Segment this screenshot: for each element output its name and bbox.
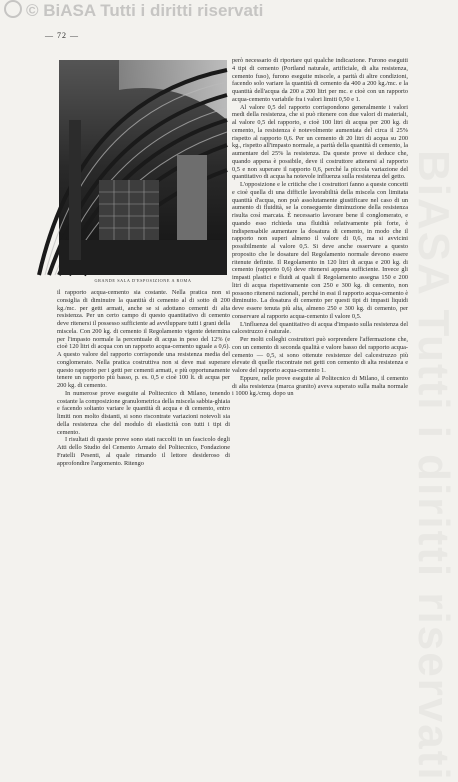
photo-caption: GRANDE SALA D'ESPOSIZIONE A ROMA	[94, 278, 192, 283]
paragraph: il rapporto acqua-cemento sia costante. Nella pratica non si consiglia di diminuire la quantità di cemento al di sotto di 200 kg./mc. per getti armati, anche se si adottano cementi di alta resistenza. Per un certo campo di questo quantitativo di cemento deve ritenersi il possesso sufficiente ad avviluppare tutti i grani della miscela. Con 200 kg. di cemento il Regolamento vigente determina per l'impasto normale la percentuale di acqua in peso del 12% (e cioè 120 litri di acqua con un rapporto acqua-cemento uguale a 0,6). A questo valore del rapporto corrisponde una resistenza media del conglomerato. Nella pratica costruttiva non si deve mai superare questo rapporto per i getti per cementi armati, e più opportunamente tenere un rapporto più basso, p. es. 0,5 e cioè 100 lt. di acqua per 200 kg. di cemento.	[57, 289, 230, 389]
paragraph: L'influenza del quantitativo di acqua d'impasto sulla resistenza del calcestruzzo è naturale.	[232, 320, 408, 336]
paragraph: In numerose prove eseguite al Politecnico di Milano, tenendo costante la composizione granulometrica della miscela sabbia-ghiaia e facendo soltanto variare le quantità di acqua e di cemento, entro limiti non molto distanti, si sono riscontrate variazioni notevoli sia della resistenza che del modulo di elasticità con tutti i tipi di cemento.	[57, 389, 230, 436]
copyright-icon	[4, 0, 22, 18]
watermark-text: © BiASA Tutti i diritti riservati	[26, 1, 264, 20]
left-text-column	[57, 289, 230, 467]
right-text-column	[232, 57, 408, 398]
paragraph: L'opposizione e le critiche che i costruttori fanno a queste concetti e cioè quella di una difficile lavorabilità della miscela con limitata quantità d'acqua, non può assolutamente giustificare nel caso di un aumento di fluidità, se la conseguente diminuzione della resistenza risulta così marcata. È necessario lavorare bene il conglomerato, e quando esso richieda una fluidità relativamente più forte, è indispensabile aumentare la dosatura di cemento, in modo che il rapporto non superi almeno il valore di 0,6, ma si avvicini possibilmente al valore 0,5. Si deve anche osservare a questo proposito che le dosature del Regolamento normale devono essere ritenute definite. Il Regolamento in 120 litri di acqua e 200 kg. di cemento (rapporto 0,6) deve ritenersi appena sufficiente. Invece gli impasti plastici e fluidi ai quali il Regolamento assegna 150 e 200 litri di acqua rispettivamente con 250 e 300 kg. di cemento, non possono ritenersi razionali, perché in essi il rapporto acqua-cemento è diminuito. La dosatura di cemento per questi tipi di impasti liquidi deve essere tenuta più alta, almeno 250 e 300 kg. di cemento, per conservare al rapporto acqua-cemento il valore 0,5.	[232, 181, 408, 320]
paragraph: però necessario di riportare qui qualche indicazione. Furono eseguiti 4 tipi di cemento (Portland naturale, artificiale, di alta resistenza, cemento fuso), furono eseguite miscele, a parità di altre condizioni, facendo solo variare la quantità di cemento da 400 a 200 kg./mc. e la quantità dell'acqua da 200 a 200 litri per mc. e cioè con un rapporto acqua-cemento variabile fra i valori limiti 0,50 e 1.	[232, 57, 408, 103]
watermark-side-text: BiASA Tutti i diritti riservati	[409, 150, 458, 782]
paragraph: Al valore 0,5 del rapporto corrispondono generalmente i valori medi della resistenza, che si può ritenere con due valori di materiali, al valore 0,5 del rapporto, e cioè 100 litri di acqua per 200 kg. di cemento, la resistenza è notevolmente aumentata del circa il 25% rispetto al rapporto 0,6. Per un cemento di 20 litri di acqua su 200 kg., rispetto all'impasto normale, a parità della quantità di cemento, la aumentare del 25% la resistenza. Da queste prove si deduce che, quando appena è possibile, deve il costruttore attenersi al rapporto 0,5 e non superare il rapporto 0,6, perché la piccola variazione del quantitativo di acqua ha notevole influenza sulla resistenza del getto.	[232, 103, 408, 181]
paragraph: Eppure, nelle prove eseguite al Politecnico di Milano, il cemento di alta resistenza (marca granito) aveva superato sulla malta normale i 1000 kg./cmq. dopo un	[232, 374, 408, 398]
vaulted-hall-photo-icon	[59, 60, 227, 275]
watermark-banner	[0, 0, 456, 22]
paragraph: I risultati di queste prove sono stati raccolti in un fascicolo degli Atti dello Studio del Cemento Armato del Politecnico, Fondazione Fratelli Pesenti, al quale rimando il lettore desideroso di approfondire l'argomento. Ritengo	[57, 436, 230, 467]
paragraph: Per molti colleghi costruttori può sorprendere l'affermazione che, con un cemento di seconda qualità e valore basso del rapporto acqua-cemento — 0,5, si sono ottenute resistenze del calcestruzzo più elevate di quelle riscontrate nei getti con cemento di alta resistenza e valore del rapporto acqua-cemento 1.	[232, 336, 408, 374]
hall-photograph	[59, 60, 227, 275]
page-number: — 72 —	[45, 31, 79, 40]
